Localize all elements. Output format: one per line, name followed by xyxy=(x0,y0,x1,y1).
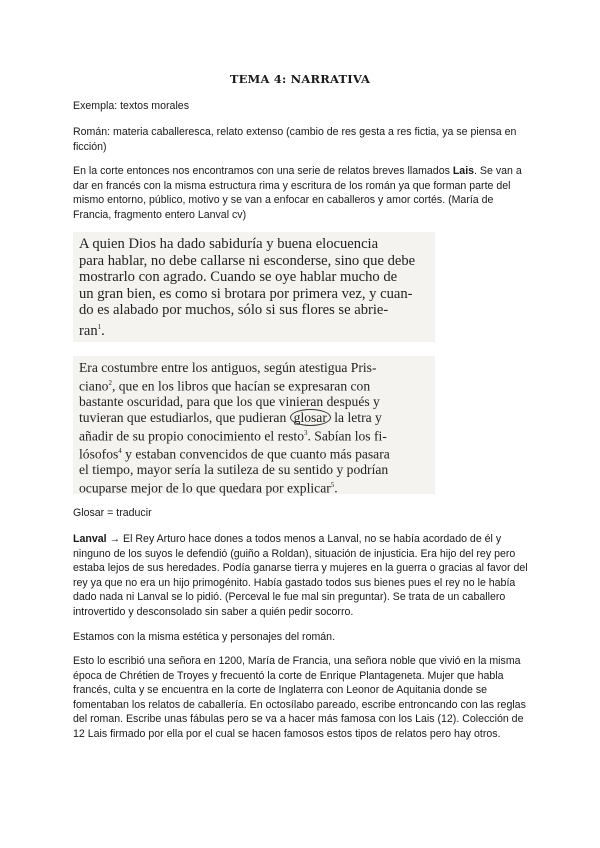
quote1-line: do es alabado por muchos, sólo si sus flores se abrie- xyxy=(79,302,389,319)
circled-word-glosar: glosar xyxy=(290,409,331,426)
lais-text-after: . Se van a dar en francés con la misma estructura rima y escritura de los román ya que forman parte del mismo entorno, público, motivo y se van a enfocar en caballeros y amor cortés. (María de Francia, fragmento entero Lanval cv) xyxy=(73,165,522,221)
quote2-line xyxy=(79,410,429,426)
quote2-text: . xyxy=(334,480,338,496)
quote2-text: ocuparse mejor de lo que quedara por explicar xyxy=(79,480,331,496)
quote2-line xyxy=(79,444,429,462)
lanval-bold: Lanval xyxy=(73,533,107,545)
lais-paragraph xyxy=(73,164,533,222)
arrow-icon: → xyxy=(106,533,124,545)
footnote-mark: 4 xyxy=(118,447,122,456)
lais-text-before: En la corte entonces nos encontramos con una serie de relatos breves llamados xyxy=(73,165,453,177)
quote2-text: , que en los libros que hacían se expresaran con xyxy=(111,378,371,394)
quote2-text: y estaban convencidos de que cuanto más pasara xyxy=(121,446,390,462)
page-title: TEMA 4: NARRATIVA xyxy=(229,72,371,86)
footnote-mark: 5 xyxy=(330,481,335,490)
quote2-text: . Sabían los fi- xyxy=(307,428,387,444)
scanned-quote-1 xyxy=(73,232,435,342)
scanned-quote-2 xyxy=(73,356,435,494)
quote2-text: añadir de su propio conocimiento el resto xyxy=(79,428,304,444)
quote2-text: tuvieran que estudiarlos, que pudieran xyxy=(79,409,290,425)
quote1-line: mostrarlo con agrado. Cuando se oye hablar mucho de xyxy=(79,269,398,286)
quote2-line: Era costumbre entre los antiguos, según atestigua Pris- xyxy=(79,360,377,375)
maria-paragraph: Esto lo escribió una señora en 1200, María de Francia, una señora noble que vivió en la misma época de Chrétien de Troyes y frecuentó la corte de Enrique Plantageneta. Mujer que habla francés, culta y se encuentra en la corte de Inglaterra con Leonor de Aquitania donde se fomentaban los relatos de caballería. En octosílabo pareado, escribe entroncando con las reglas del roman. Escribe unas fábulas pero se va a hacer más famosa con los Lais (12). Colección de 12 Lais firmado por ella por el cual se hacen famosos estos tipos de relatos pero hay otros. xyxy=(73,655,526,740)
quote1-line: para hablar, no debe callarse ni esconderse, sino que debe xyxy=(79,252,416,269)
quote2-text: lósofos xyxy=(79,446,119,462)
quote1-last-word: ran xyxy=(79,322,98,339)
quote1-last-line xyxy=(79,319,429,339)
quote2-line xyxy=(79,376,429,394)
estetica-line: Estamos con la misma estética y personajes del román. xyxy=(73,631,336,643)
quote1-period: . xyxy=(101,322,105,339)
exempla-line: Exempla: textos morales xyxy=(73,100,189,112)
quote1-line: A quien Dios ha dado sabiduría y buena elocuencia xyxy=(79,236,379,252)
footnote-mark: 1 xyxy=(97,322,102,331)
quote2-line: el tiempo, mayor sería la sutileza de su sentido y podrían xyxy=(79,462,389,478)
roman-paragraph: Román: materia caballeresca, relato extenso (cambio de res gesta a res fictia, ya se piensa en ficción) xyxy=(73,126,517,153)
quote2-text: ciano xyxy=(79,378,109,394)
glosar-line: Glosar = traducir xyxy=(73,507,152,519)
quote1-line: un gran bien, es como si brotara por primera vez, y cuan- xyxy=(79,285,413,302)
lanval-text: El Rey Arturo hace dones a todos menos a Lanval, no se había acordado de él y ninguno de los suyos le defendió (guiño a Roldan), situación de injusticia. Era hijo del rey pero estaba lejos de sus heredades. Podía ganarse tierra y mujeres en la guerra o gracias al favor del rey ya que no era un hijo primogénito. Había gastado todos sus bienes pues el rey no le había dado nada ni Lanval se lo pidió. (Perceval le fue mal sin preguntar). Se trata de un caballero introvertido y desconsolado sin saber a quién pedir socorro. xyxy=(73,533,528,618)
quote2-line: bastante oscuridad, para que los que vinieran después y xyxy=(79,394,380,410)
footnote-mark: 2 xyxy=(108,378,112,387)
lanval-paragraph xyxy=(73,532,533,620)
quote2-line xyxy=(79,478,429,496)
quote2-line xyxy=(79,426,429,444)
quote2-text: la letra y xyxy=(330,409,382,425)
footnote-mark: 3 xyxy=(304,428,308,437)
lais-bold: Lais xyxy=(452,165,475,177)
